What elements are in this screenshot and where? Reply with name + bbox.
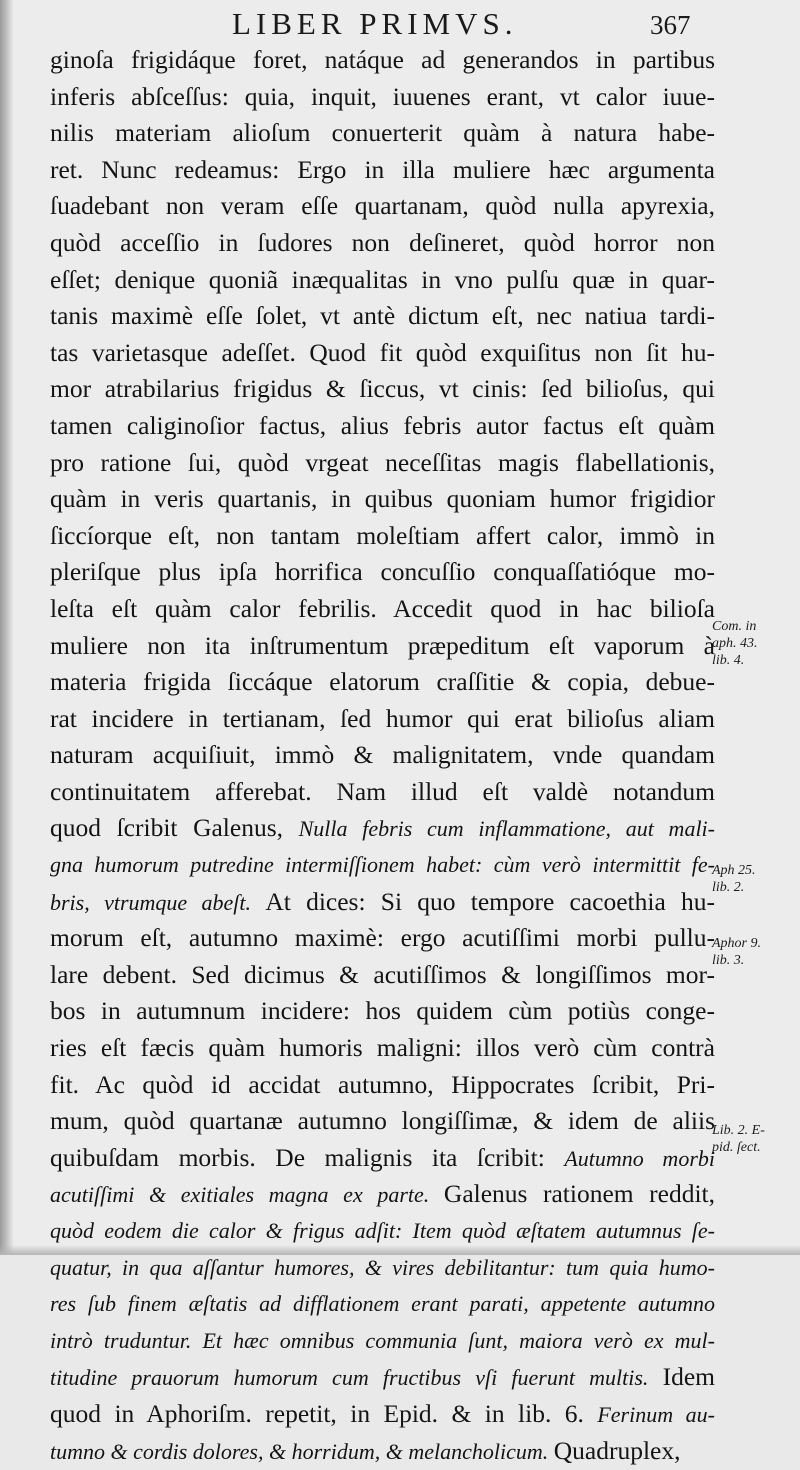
gutter-shadow [0,0,14,1255]
text-line-mixed [50,1433,715,1470]
italic-quote-segment: Nulla febris cum inflammatione, aut mali- [298,816,715,842]
italic-quote-line: res ſub finem æſtatis ad difflationem erant parati, appetente autumno [50,1291,715,1317]
italic-quote-segment: titudine prauorum humorum cum fructibus vſi fuerunt multis. [50,1365,663,1391]
italic-quote-line: quòd eodem die calor & frigus adſit: Item quòd æſtatem autumnus ſe- [50,1218,715,1243]
roman-segment: Idem [662,1362,715,1392]
roman-segment: Quadruplex, [553,1435,681,1465]
text-line-mixed [50,1140,715,1177]
text-line: mor atrabilarius frigidus & ſiccus, vt cinis: ſed bilioſus, qui [50,374,715,404]
text-line: muliere non ita inſtrumentum præpeditum eſt vaporum à [50,630,715,660]
text-line: quàm in veris quartanis, in quibus quoniam humor frigidior [50,484,715,514]
running-head: LIBER PRIMVS. [232,6,518,41]
text-line-mixed [50,1176,715,1213]
italic-quote-line: quatur, in qua aſſantur humores, & vires debilitantur: tum quia humo- [50,1254,715,1280]
italic-quote-segment: acutiſſimi & exitiales magna ex parte. [50,1182,444,1208]
roman-segment: quod ſcribit Galenus, [50,813,299,843]
text-line: inferis abſceſſus: quia, inquit, iuuenes erant, vt calor iuue- [50,81,715,111]
text-line: tas varietasque adeſſet. Quod fit quòd exquiſitus non ſit hu- [50,337,715,367]
text-line: ret. Nunc redeamus: Ergo in illa muliere hæc argumenta [50,154,715,184]
margin-note-line: aph. 43. [712,636,758,651]
page-number: 367 [650,10,691,40]
italic-quote-segment: Ferinum au- [597,1401,715,1427]
text-line: lare debent. Sed dicimus & acutiſſimos & longiſſimos mor- [50,959,715,989]
text-line: ſiccíorque eſt, non tantam moleſtiam affert calor, immò in [50,520,715,550]
text-line: ginoſa frigidáque foret, natáque ad generandos in partibus [50,45,715,74]
text-line: rat incidere in tertianam, ſed humor qui erat bilioſus aliam [50,703,715,733]
italic-quote-line: gna humorum putredine intermiſſionem habet: cùm verò intermittit fe- [50,852,715,878]
text-line: quòd acceſſio in ſudores non deſineret, quòd horror non [50,227,715,257]
margin-note-line: lib. 3. [712,953,745,968]
margin-note-line: Com. in [712,619,757,634]
text-line: eſſet; denique quoniã inæqualitas in vno pulſu quæ in quar- [50,264,715,294]
text-line: materia frigida ſiccáque elatorum craſſitie & copia, debue- [50,667,715,697]
italic-quote-segment: bris, vtrumque abeſt. [50,889,266,915]
text-line: tamen caliginoſior factus, alius febris autor factus eſt quàm [50,410,715,440]
roman-segment: quod in Aphoriſm. repetit, in Epid. & in lib. 6. [50,1398,598,1428]
text-line: ſuadebant non veram eſſe quartanam, quòd nulla apyrexia, [50,191,715,221]
roman-segment: At dices: Si quo tempore cacoethia hu- [265,886,715,916]
text-line: nilis materiam alioſum conuerterit quàm à natura habe- [50,118,715,148]
text-line-mixed [50,1359,715,1396]
text-line: tanis maximè eſſe ſolet, vt antè dictum eſt, nec natiua tardi- [50,301,715,331]
page-header [0,4,800,44]
margin-notes [712,0,800,1255]
italic-quote-line: intrò truduntur. Et hæc omnibus communia ſunt, maiora verò ex mul- [50,1327,715,1353]
text-line: fit. Ac quòd id accidat autumno, Hippocrates ſcribit, Pri- [50,1069,715,1099]
text-line-mixed [50,810,715,847]
margin-note-aph-25 [712,862,756,896]
italic-quote-segment: tumno & cordis dolores, & horridum, & melancholicum. [50,1438,554,1464]
margin-note-line: Lib. 2. E- [712,1123,765,1138]
margin-note-com-aph [712,618,758,669]
margin-note-line: lib. 4. [712,653,745,668]
text-line: bos in autumnum incidere: hos quidem cùm potiùs conge- [50,996,715,1026]
text-line: continuitatem afferebat. Nam illud eſt valdè notandum [50,776,715,806]
margin-note-line: Aph 25. [712,863,756,878]
text-line: pro ratione ſui, quòd vrgeat neceſſitas magis flabellationis, [50,447,715,477]
page-bottom-shadow [0,1245,800,1255]
margin-note-aphor-9 [712,935,761,969]
text-line: pleriſque plus ipſa horrifica concuſſio conquaſſatióque mo- [50,557,715,587]
margin-note-line: Aphor 9. [712,936,761,951]
text-line-mixed [50,1396,715,1433]
margin-note-line: pid. ſect. [712,1140,761,1155]
text-line-mixed [50,884,715,921]
roman-segment: Galenus rationem reddit, [443,1179,715,1209]
margin-note-epid [712,1122,765,1156]
italic-quote-segment: Autumno morbi [564,1145,715,1171]
text-line: mum, quòd quartanæ autumno longiſſimæ, & idem de aliis [50,1106,715,1136]
margin-note-line: lib. 2. [712,880,745,895]
text-line: leſta eſt quàm calor febrilis. Accedit quod in hac bilioſa [50,593,715,623]
main-text-block [50,42,715,1469]
text-line: ries eſt fæcis quàm humoris maligni: illos verò cùm contrà [50,1033,715,1063]
text-line: naturam acquiſiuit, immò & malignitatem, vnde quandam [50,740,715,770]
roman-segment: quibuſdam morbis. De malignis ita ſcribit: [50,1142,565,1172]
text-line: morum eſt, autumno maximè: ergo acutiſſimi morbi pullu- [50,923,715,953]
